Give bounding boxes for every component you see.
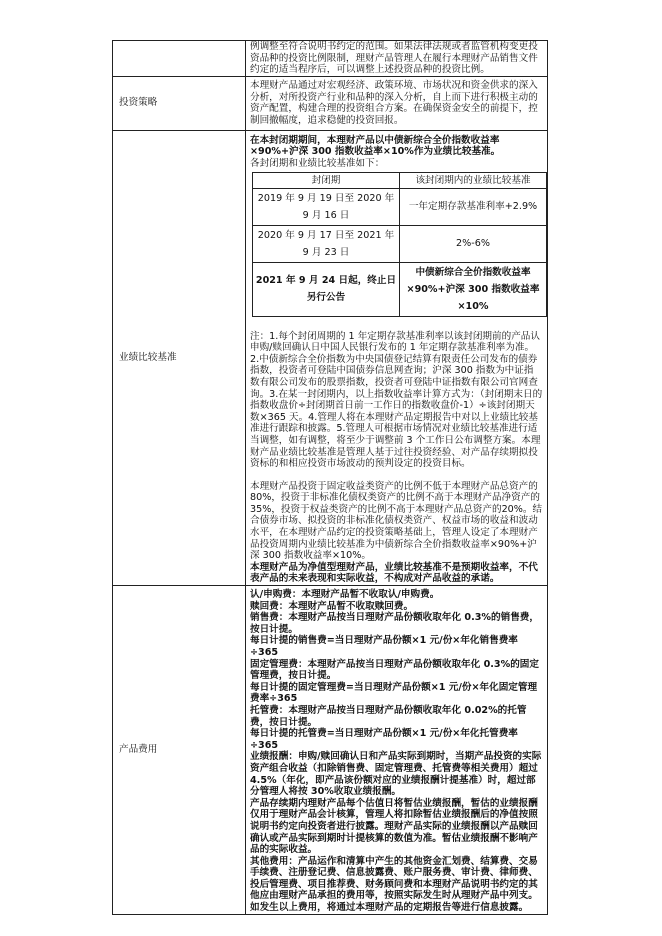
benchmark-table-header (253, 172, 547, 188)
column-header: 封闭期 (253, 172, 400, 188)
custody-fee-formula: 每日计提的托管费=当日理财产品份额×1 元/份×年化托管费率÷365 (250, 728, 518, 751)
table-row (113, 41, 548, 77)
column-header: 该封闭期内的业绩比较基准 (400, 172, 547, 188)
sales-fee-formula: 每日计提的销售费=当日理财产品份额×1 元/份×年化销售费率÷365 (250, 635, 518, 658)
custody-fee: 托管费：本理财产品按当日理财产品份额收取年化 0.02%的托管费，按日计提。 (250, 704, 527, 728)
sales-fee: 销售费：本理财产品按当日理财产品份额收取年化 0.3%的销售费，按日计提。 (250, 612, 539, 635)
table-row (113, 586, 548, 915)
asset-allocation-text: 本理财产品投资于固定收益类资产的比例不低于本理财产品总资产的 80%，投资于非标准化债权类资产的比例不高于本理财产品净资产的 35%，投资于权益类资产的比例不高于本理财产品总资产的20%。结合债券市场、拟投资的非标准化债权类资产、权益市场的收益和波动水平，在本理财产品约定的投资策略基础上，管理人设定了本理财产品投资周期内业绩比较基准为中债新综合全价指数收益率×90%+沪深 300 指数收益率×10%。 (250, 480, 543, 562)
benchmark-table-row (253, 225, 547, 262)
fixed-management-fee-formula: 每日计提的固定管理费=当日理财产品份额×1 元/份×年化固定管理费率÷365 (250, 681, 538, 705)
benchmark-note: 注：1.每个封闭周期的 1 年定期存款基准利率以该封闭期前的产品认申购/赎回确认日中国人民银行发布的 1 年定期存款基准利率为准。2.中债新综合全价指数为中央国债登记结算有限责任公司发布的债券指数，投资者可登陆中国债券信息网查询；沪深 300 指数为中证指数有限公司发布的股票指数，投资者可登陆中证指数有限公司官网查询。3.在某一封闭期内，以上指数收益率计算方式为：（封闭期末日的指数收盘价÷封闭期首日前一工作日的指数收盘价-1）÷该封闭期天数×365 天。4.管理人将在本理财产品定期报告中对以上业绩比较基准进行跟踪和披露。5.管理人可根据市场情况对业绩比较基准进行适当调整，如有调整，将至少于调整前 3 个工作日公布调整方案。本理财产品业绩比较基准是管理人基于过往投资经验、对产品存续期拟投资标的和相应投资市场波动的预判设定的投资目标。 (250, 330, 543, 470)
fixed-management-fee: 固定管理费：本理财产品按当日理财产品份额收取年化 0.3%的固定管理费，按日计提。 (250, 658, 539, 682)
benchmark-disclaimer: 本理财产品为净值型理财产品，业绩比较基准不是预期收益率，不代表产品的未来表现和实际收益，不构成对产品收益的承诺。 (250, 561, 538, 585)
product-terms-table (112, 40, 548, 915)
row-label-product-fees: 产品费用 (113, 586, 246, 915)
period-cell: 2020 年 9 月 17 日至 2021 年 9 月 23 日 (253, 225, 400, 262)
benchmark-table-row (253, 188, 547, 225)
benchmark-table (252, 172, 547, 317)
benchmark-intro: 各封闭期和业绩比较基准如下： (250, 157, 385, 169)
redemption-fee: 赎回费：本理财产品暂不收取赎回费。 (250, 600, 414, 612)
benchmark-cell: 2%-6% (400, 225, 547, 262)
benchmark-statement: 在本封闭期期间，本理财产品以中债新综合全价指数收益率×90%+沪深 300 指数收益率×10%作为业绩比较基准。 (250, 134, 501, 158)
table-row (113, 76, 548, 130)
performance-fee: 业绩报酬：申购/赎回确认日和产品实际到期时，当期产品投资的实际资产组合收益（扣除销售费、固定管理费、托管费等相关费用）超过 4.5%（年化，即产品该份额对应的业绩报酬计提基准）时，超过部分管理人将按 30%收取业绩报酬。 (250, 751, 542, 798)
benchmark-cell: 中债新综合全价指数收益率×90%+沪深 300 指数收益率×10% (400, 262, 547, 316)
row-label-investment-strategy: 投资策略 (113, 76, 246, 130)
period-cell: 2019 年 9 月 19 日至 2020 年 9 月 16 日 (253, 188, 400, 225)
other-fees: 其他费用：产品运作和清算中产生的其他资金汇划费、结算费、交易手续费、注册登记费、信息披露费、账户服务费、审计费、律师费、投后管理费、项目推荐费、财务顾问费和本理财产品说明书约定的其他应由理财产品承担的费用等，按照实际发生时从理财产品中列支。如发生以上费用，将通过本理财产品的定期报告等进行信息披露。 (250, 855, 538, 914)
investment-ratio-text: 例调整至符合说明书约定的范围。如果法律法规或者监管机构变更投资品种的投资比例限制，理财产品管理人在履行本理财产品销售文件约定的适当程序后，可以调整上述投资品种的投资比例。 (246, 41, 548, 77)
subscription-fee: 认/申购费：本理财产品暂不收取认/申购费。 (250, 589, 440, 601)
benchmark-cell: 一年定期存款基准利率+2.9% (400, 188, 547, 225)
performance-fee-accrual: 产品存续期内理财产品每个估值日将暂估业绩报酬，暂估的业绩报酬仅用于理财产品会计核算，管理人将扣除暂估业绩报酬后的净值按照说明书约定向投资者进行披露。理财产品实际的业绩报酬以产品赎回确认或产品实际到期时计提核算的数值为准。暂估业绩报酬不影响产品的实际收益。 (250, 797, 538, 856)
investment-strategy-text: 本理财产品通过对宏观经济、政策环境、市场状况和资金供求的深入分析，对所投资产行业和品种的深入分析，自上而下进行积极主动的资产配置，构建合理的投资组合方案。在确保资金安全的前提下，控制回撤幅度，追求稳健的投资回报。 (246, 76, 548, 130)
table-row (113, 130, 548, 585)
row-label (113, 41, 246, 77)
period-cell: 2021 年 9 月 24 日起，终止日另行公告 (253, 262, 400, 316)
row-label-benchmark: 业绩比较基准 (113, 130, 246, 585)
benchmark-table-row (253, 262, 547, 316)
